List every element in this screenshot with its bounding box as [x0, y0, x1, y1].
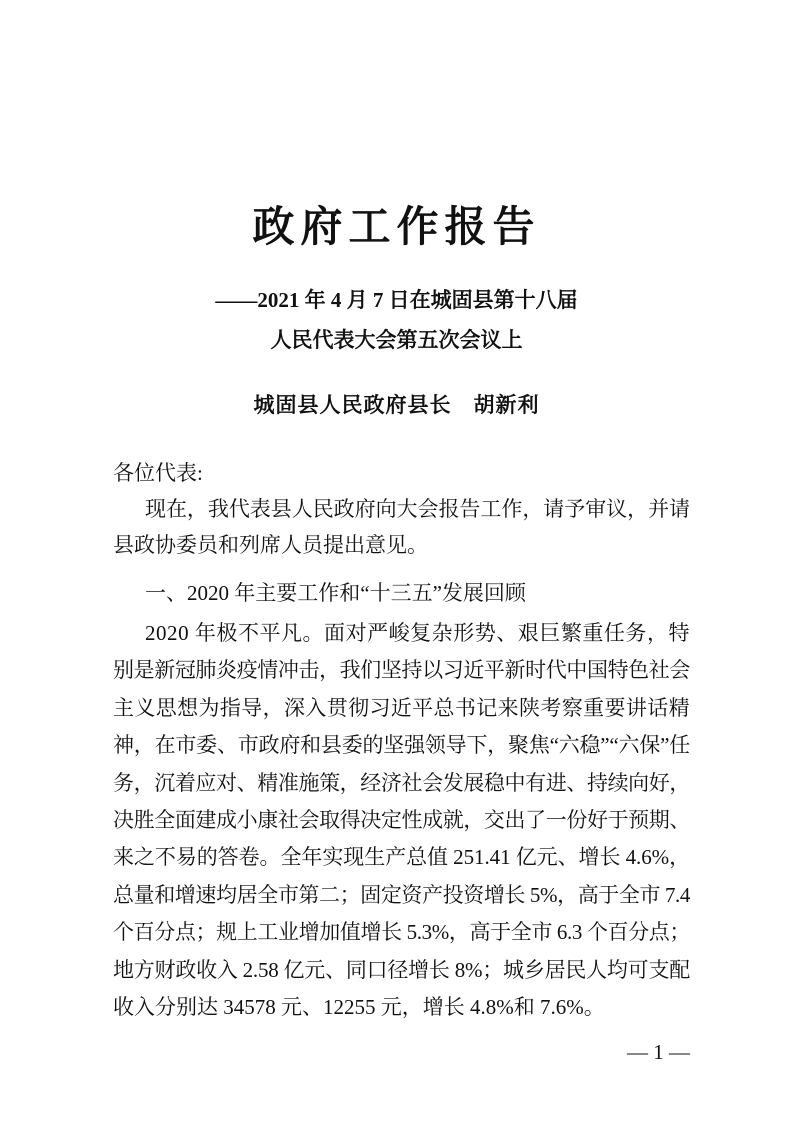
salutation: 各位代表:: [113, 461, 203, 485]
body-line: 地方财政收入 2.58 亿元、同口径增长 8%；城乡居民人均可支配: [113, 957, 691, 982]
body-line: 务，沉着应对、精准施策，经济社会发展稳中有进、持续向好，: [113, 770, 690, 795]
intro-line: 县政协委员和列席人员提出意见。: [113, 533, 428, 557]
intro-line: 现在，我代表县人民政府向大会报告工作，请予审议，并请: [145, 497, 691, 521]
body-line: 来之不易的答卷。全年实现生产总值 251.41 亿元、增长 4.6%，: [113, 845, 691, 870]
page-number: — 1 —: [627, 1040, 690, 1064]
author-line: 城固县人民政府县长 胡新利: [253, 393, 540, 417]
document-body: [113, 455, 690, 1026]
body-line: 别是新冠肺炎疫情冲击，我们坚持以习近平新时代中国特色社会: [113, 658, 690, 683]
body-line: 决胜全面建成小康社会取得决定性成就，交出了一份好于预期、: [113, 807, 690, 832]
subtitle-line-2: 人民代表大会第五次会议上: [270, 328, 523, 352]
body-line: 主义思想为指导，深入贯彻习近平总书记来陕考察重要讲话精: [113, 695, 690, 720]
body-line: 总量和增速均居全市第二；固定资产投资增长 5%，高于全市 7.4: [113, 882, 691, 907]
document-title: 政府工作报告: [252, 205, 541, 251]
section-heading: 一、2020 年主要工作和“十三五”发展回顾: [145, 581, 526, 605]
body-line: 2020 年极不平凡。面对严峻复杂形势、艰巨繁重任务，特: [145, 621, 691, 645]
body-line: 收入分别达 34578 元、12255 元，增长 4.8%和 7.6%。: [113, 994, 605, 1019]
body-paragraph: [113, 615, 690, 1026]
subtitle-line-1: ——2021 年 4 月 7 日在城固县第十八届: [215, 288, 578, 312]
body-line: 个百分点；规上工业增加值增长 5.3%，高于全市 6.3 个百分点；: [113, 920, 690, 945]
body-line: 神，在市委、市政府和县委的坚强领导下，聚焦“六稳”“六保”任: [113, 733, 691, 758]
